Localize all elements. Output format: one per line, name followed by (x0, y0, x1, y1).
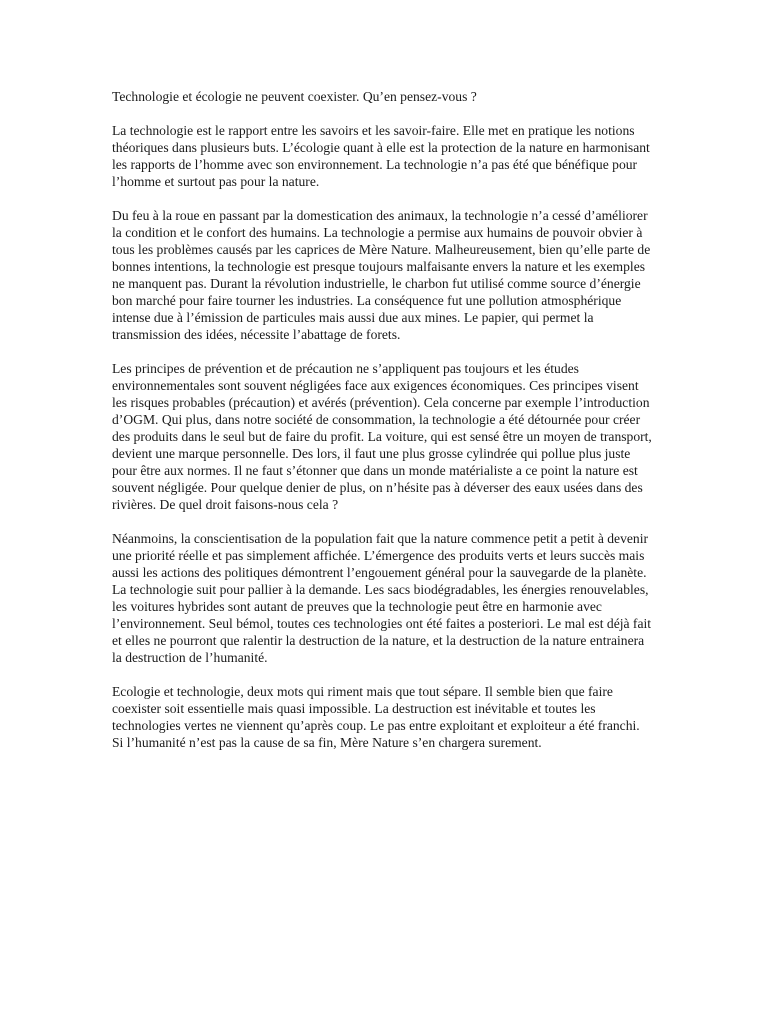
document-title: Technologie et écologie ne peuvent coexister. Qu’en pensez-vous ? (112, 89, 477, 104)
paragraph-2: Du feu à la roue en passant par la domestication des animaux, la technologie n’a cessé d’améliorer la condition et le confort des humains. La technologie a permise aux humains de pouvoir obvier à tous les problèmes causés par les caprices de Mère Nature. Malheureusement, bien qu’elle parte de bonnes intentions, la technologie est presque toujours malfaisante envers la nature et les exemples ne manquent pas. Durant la révolution industrielle, le charbon fut utilisé comme source d’énergie bon marché pour faire tourner les industries. La conséquence fut une pollution atmosphérique intense due à l’émission de particules mais aussi due aux mines. Le papier, qui permet la transmission des idées, nécessite l’abattage de forets. (112, 208, 651, 342)
paragraph-1: La technologie est le rapport entre les savoirs et les savoir-faire. Elle met en pratique les notions théoriques dans plusieurs buts. L’écologie quant à elle est la protection de la nature en harmonisant les rapports de l’homme avec son environnement. La technologie n’a pas été que bénéfique pour l’homme et surtout pas pour la nature. (112, 123, 650, 189)
document-page (112, 88, 652, 768)
paragraph-4: Néanmoins, la conscientisation de la population fait que la nature commence petit a petit à devenir une priorité réelle et pas simplement affichée. L’émergence des produits verts et leurs succès mais aussi les actions des politiques démontrent l’engouement général pour la sauvegarde de la planète. La technologie suit pour pallier à la demande. Les sacs biodégradables, les énergies renouvelables, les voitures hybrides sont autant de preuves que la technologie peut être en harmonie avec l’environnement. Seul bémol, toutes ces technologies ont été faites a posteriori. Le mal est déjà fait et elles ne pourront que ralentir la destruction de la nature, et la destruction de la nature entrainera la destruction de l’humanité. (112, 531, 652, 665)
paragraph-5: Ecologie et technologie, deux mots qui riment mais que tout sépare. Il semble bien que faire coexister soit essentielle mais quasi impossible. La destruction est inévitable et toutes les technologies vertes ne viennent qu’après coup. Le pas entre exploitant et exploiteur a été franchi. Si l’humanité n’est pas la cause de sa fin, Mère Nature s’en chargera surement. (112, 684, 640, 750)
paragraph-3: Les principes de prévention et de précaution ne s’appliquent pas toujours et les études environnementales sont souvent négligées face aux exigences économiques. Ces principes visent les risques probables (précaution) et avérés (prévention). Cela concerne par exemple l’introduction d’OGM. Qui plus, dans notre société de consommation, la technologie a été détournée pour créer des produits dans le seul but de faire du profit. La voiture, qui est sensé être un moyen de transport, devient une marque personnelle. Des lors, il faut une plus grosse cylindrée qui pollue plus juste pour être aux normes. Il ne faut s’étonner que dans un monde matérialiste a ce point la nature est souvent négligée. Pour quelque denier de plus, on n’hésite pas à déverser des eaux usées dans des rivières. De quel droit faisons-nous cela ? (112, 361, 652, 512)
